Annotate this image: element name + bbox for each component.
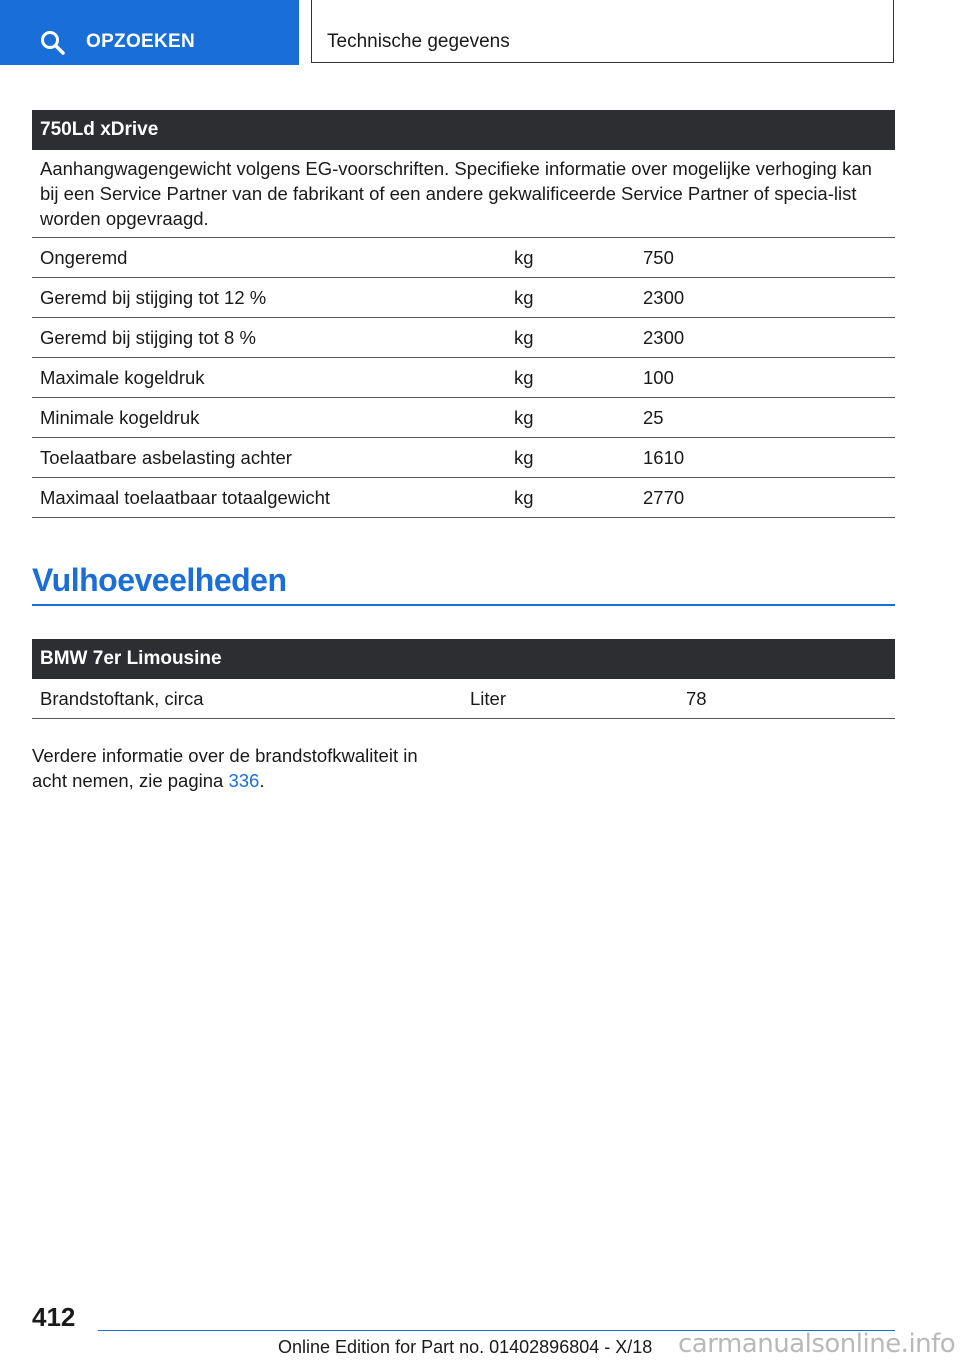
row-value: 100 bbox=[643, 367, 674, 388]
search-button[interactable] bbox=[0, 0, 299, 65]
page-link[interactable]: 336 bbox=[228, 770, 260, 791]
row-label: Maximaal toelaatbaar totaalgewicht bbox=[40, 487, 330, 508]
table-row bbox=[32, 478, 895, 518]
row-value: 1610 bbox=[643, 447, 685, 468]
table-row bbox=[32, 438, 895, 478]
row-unit: kg bbox=[514, 487, 534, 508]
table-row bbox=[32, 278, 895, 318]
row-label: Ongeremd bbox=[40, 247, 128, 268]
row-unit: kg bbox=[514, 447, 534, 468]
table-row bbox=[32, 398, 895, 438]
table-description: Aanhangwagengewicht volgens EG-voorschriften. Specifieke informatie over mogelijke verhoging kan bij een Service Partner van de fabrikant of een andere gekwalificeerde Service Partner of specia‐list worden opgevraagd. bbox=[32, 150, 895, 238]
row-unit: Liter bbox=[470, 688, 506, 709]
edition-text: Online Edition for Part no. 01402896804 - X/18 bbox=[278, 1337, 653, 1357]
fuel-quality-note bbox=[32, 743, 452, 793]
row-unit: kg bbox=[514, 327, 534, 348]
row-label: Maximale kogeldruk bbox=[40, 367, 205, 388]
row-unit: kg bbox=[514, 367, 534, 388]
row-label: Brandstoftank, circa bbox=[40, 688, 204, 709]
note-text: Verdere informatie over de brandstofkwaliteit in acht nemen, zie pagina bbox=[32, 745, 418, 791]
row-unit: kg bbox=[514, 287, 534, 308]
row-label: Geremd bij stijging tot 12 % bbox=[40, 287, 267, 308]
fill-capacity-table bbox=[32, 639, 895, 719]
row-label: Toelaatbare asbelasting achter bbox=[40, 447, 292, 468]
table-row bbox=[32, 318, 895, 358]
row-value: 25 bbox=[643, 407, 664, 428]
row-unit: kg bbox=[514, 247, 534, 268]
row-unit: kg bbox=[514, 407, 534, 428]
search-icon bbox=[40, 30, 66, 56]
table-title: 750Ld xDrive bbox=[32, 110, 895, 150]
row-value: 78 bbox=[686, 688, 707, 709]
search-label: OPZOEKEN bbox=[86, 31, 196, 52]
row-label: Minimale kogeldruk bbox=[40, 407, 200, 428]
table-title: BMW 7er Limousine bbox=[32, 639, 895, 679]
trailer-weight-table bbox=[32, 110, 895, 518]
table-row bbox=[32, 679, 895, 719]
section-title: Vulhoeveelheden bbox=[32, 562, 287, 598]
note-text-end: . bbox=[259, 770, 265, 791]
page-number: 412 bbox=[32, 1302, 76, 1332]
section-divider bbox=[32, 604, 895, 606]
row-label: Geremd bij stijging tot 8 % bbox=[40, 327, 256, 348]
section-header-title: Technische gegevens bbox=[327, 31, 510, 52]
table-row bbox=[32, 358, 895, 398]
row-value: 750 bbox=[643, 247, 674, 268]
watermark: carmanualsonline.info bbox=[678, 1329, 956, 1359]
row-value: 2300 bbox=[643, 287, 685, 308]
row-value: 2770 bbox=[643, 487, 685, 508]
row-value: 2300 bbox=[643, 327, 685, 348]
section-header bbox=[311, 0, 894, 63]
table-row bbox=[32, 238, 895, 278]
